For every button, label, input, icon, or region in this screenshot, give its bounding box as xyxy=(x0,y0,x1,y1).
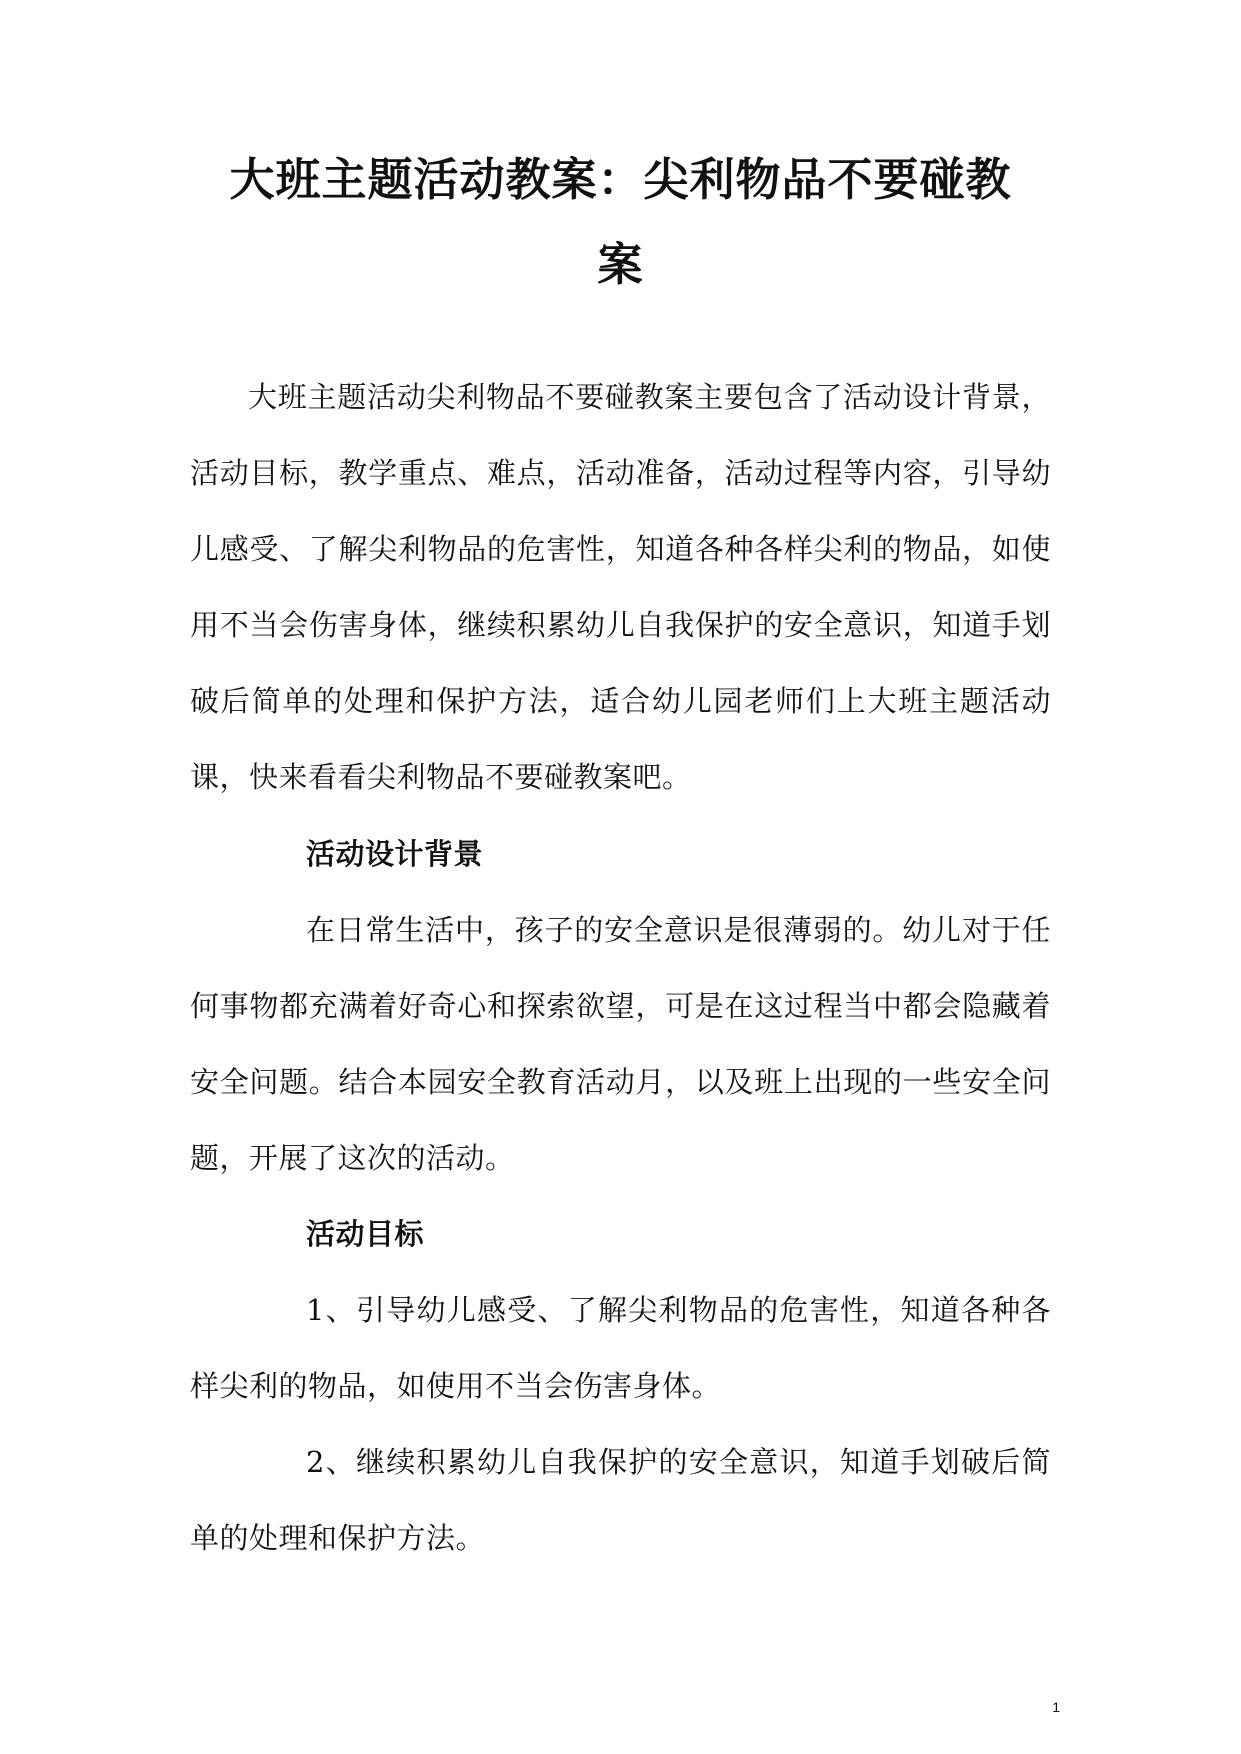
document-title-line-2: 案 xyxy=(597,238,644,291)
goal-item-2: 2、继续积累幼儿自我保护的安全意识，知道手划破后简单的处理和保护方法。 xyxy=(190,1445,1051,1555)
intro-paragraph: 大班主题活动尖利物品不要碰教案主要包含了活动设计背景，活动目标，教学重点、难点，活动准备，活动过程等内容，引导幼儿感受、了解尖利物品的危害性，知道各种各样尖利的物品，如使用不当会伤害身体，继续积累幼儿自我保护的安全意识，知道手划破后简单的处理和保护方法，适合幼儿园老师们上大班主题活动课，快来看看尖利物品不要碰教案吧。 xyxy=(190,380,1051,794)
section-heading-goals: 活动目标 xyxy=(306,1217,425,1251)
page-number: 1 xyxy=(1052,1699,1060,1715)
goal-item-1: 1、引导幼儿感受、了解尖利物品的危害性，知道各种各样尖利的物品，如使用不当会伤害身体。 xyxy=(190,1293,1051,1403)
section-heading-background: 活动设计背景 xyxy=(306,837,484,871)
document-title-line-1: 大班主题活动教案：尖利物品不要碰教 xyxy=(229,153,1012,206)
background-paragraph: 在日常生活中，孩子的安全意识是很薄弱的。幼儿对于任何事物都充满着好奇心和探索欲望，可是在这过程当中都会隐藏着安全问题。结合本园安全教育活动月，以及班上出现的一些安全问题，开展了这次的活动。 xyxy=(190,913,1051,1175)
